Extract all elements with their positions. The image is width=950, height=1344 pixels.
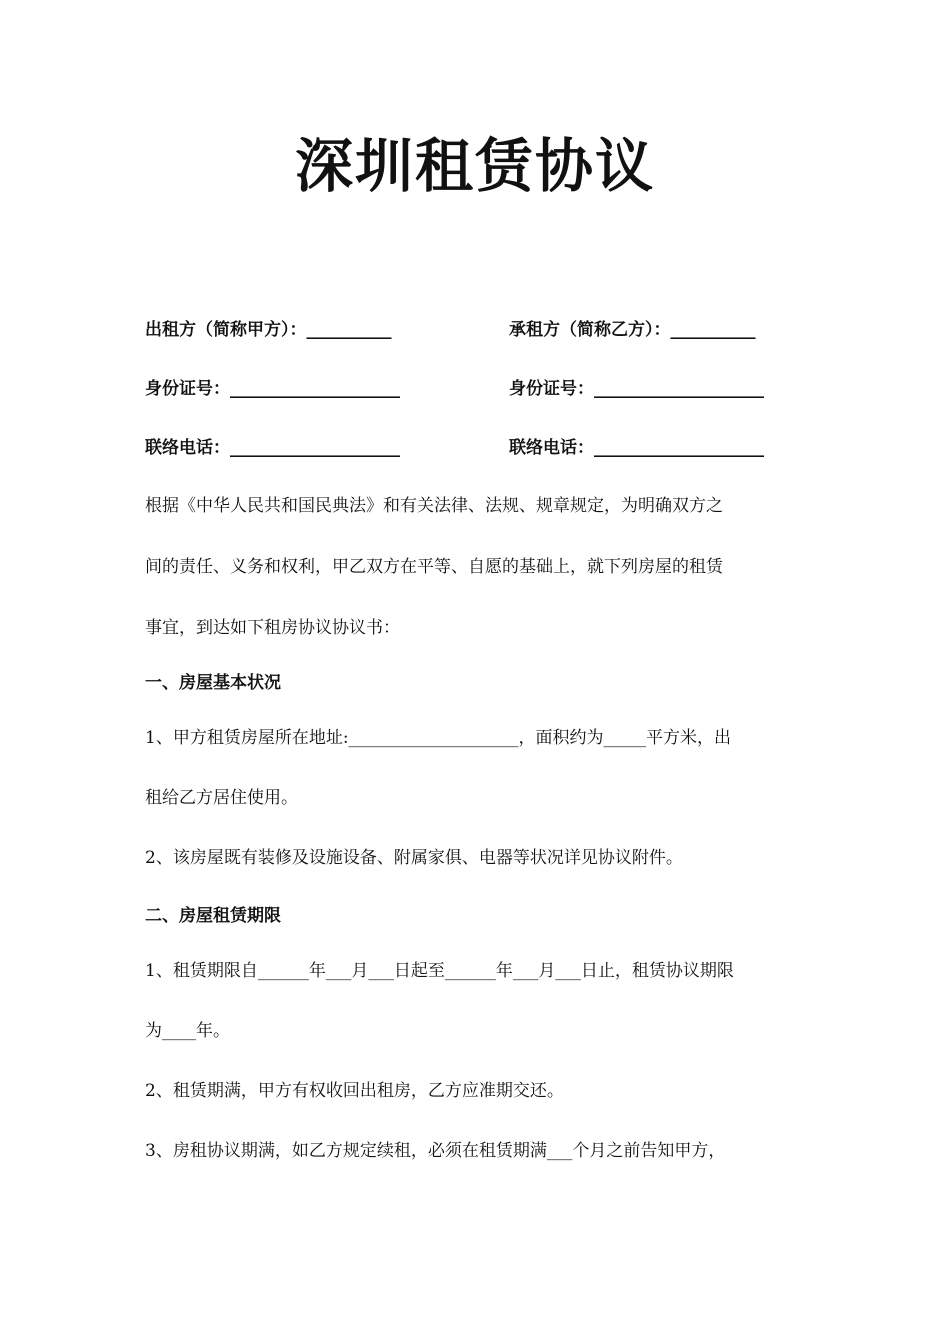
lessor-phone-field: 联络电话：____________________ xyxy=(145,438,400,458)
document-title: 深圳租赁协议 xyxy=(294,132,655,200)
section-1-item-1-line-1: 1、甲方租赁房屋所在地址:____________________，面积约为_____平方米，出 xyxy=(145,728,732,748)
lessor-id-field: 身份证号：____________________ xyxy=(145,379,400,399)
lessee-phone-field: 联络电话：____________________ xyxy=(509,438,764,458)
section-1-heading: 一、房屋基本状况 xyxy=(145,673,281,693)
lessor-field: 出租方（简称甲方）：__________ xyxy=(145,320,392,340)
lessee-id-field: 身份证号：____________________ xyxy=(509,379,764,399)
intro-line-2: 间的责任、义务和权利，甲乙双方在平等、自愿的基础上，就下列房屋的租赁 xyxy=(145,557,723,577)
section-1-item-1-line-2: 租给乙方居住使用。 xyxy=(145,788,298,808)
section-1-item-2: 2、该房屋既有装修及设施设备、附属家俱、电器等状况详见协议附件。 xyxy=(145,848,683,868)
intro-line-1: 根据《中华人民共和国民典法》和有关法律、法规、规章规定，为明确双方之 xyxy=(145,496,723,516)
section-2-item-2: 2、租赁期满，甲方有权收回出租房，乙方应准期交还。 xyxy=(145,1081,564,1101)
section-2-item-3: 3、房租协议期满，如乙方规定续租，必须在租赁期满___个月之前告知甲方， xyxy=(145,1141,726,1161)
section-2-heading: 二、房屋租赁期限 xyxy=(145,906,281,926)
section-2-item-1-line-2: 为____年。 xyxy=(145,1021,230,1041)
section-2-item-1-line-1: 1、租赁期限自______年___月___日起至______年___月___日止，租赁协议期限 xyxy=(145,961,734,981)
lessee-field: 承租方（简称乙方）：__________ xyxy=(509,320,756,340)
intro-line-3: 事宜，到达如下租房协议协议书： xyxy=(145,618,400,638)
